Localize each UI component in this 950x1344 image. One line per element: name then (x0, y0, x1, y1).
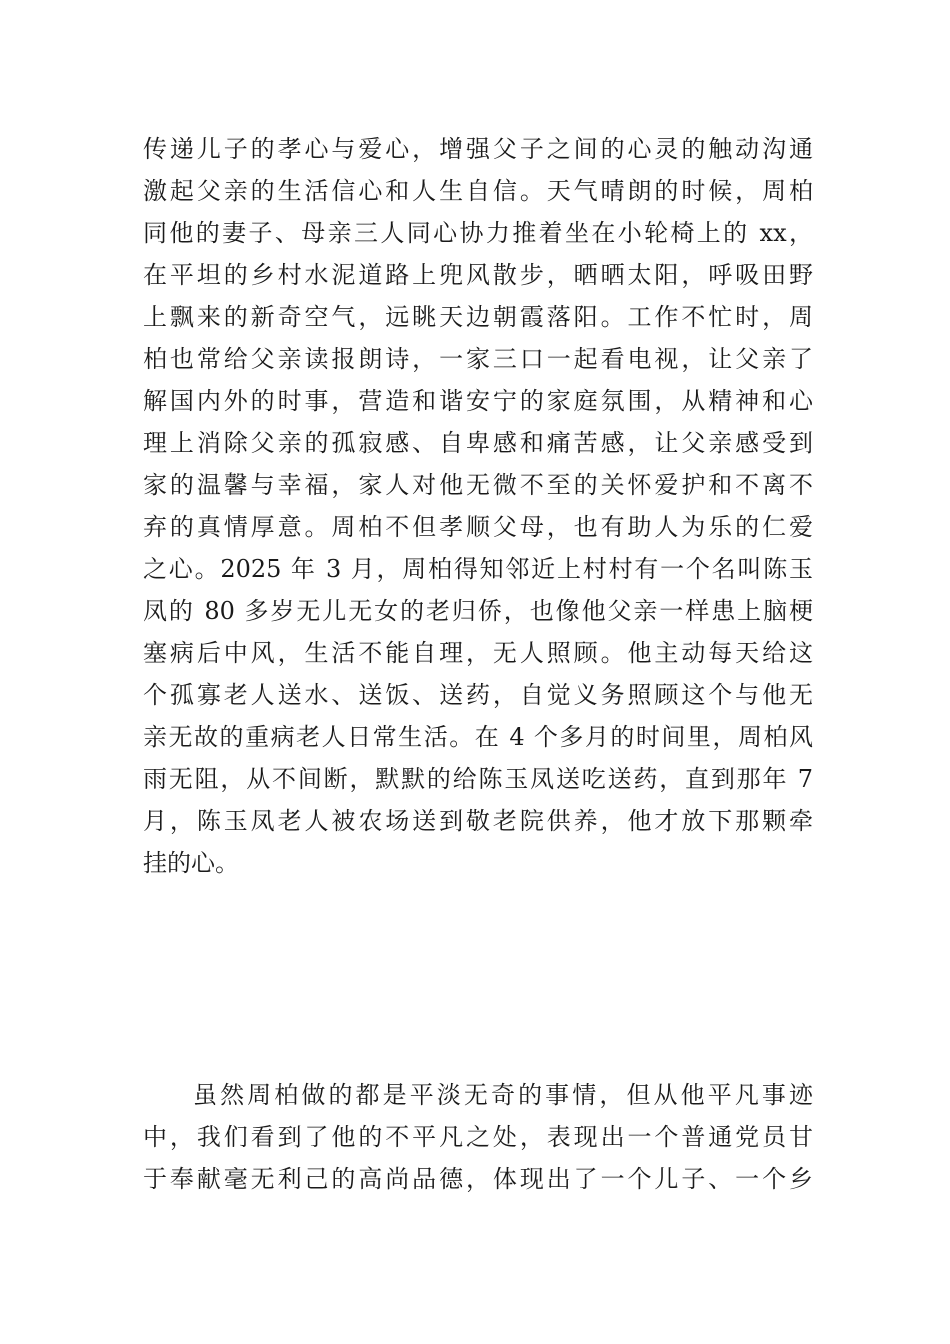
text-line: 解国内外的时事，营造和谐安宁的家庭氛围，从精神和心 (143, 387, 813, 415)
text-line: 理上消除父亲的孤寂感、自卑感和痛苦感，让父亲感受到 (143, 429, 813, 457)
text-line: 月，陈玉凤老人被农场送到敬老院供养，他才放下那颗牵 (143, 807, 813, 835)
text-line: 弃的真情厚意。周柏不但孝顺父母，也有助人为乐的仁爱 (143, 513, 813, 541)
text-line: 挂的心。 (143, 849, 239, 877)
text-line: 于奉献毫无利己的高尚品德，体现出了一个儿子、一个乡 (143, 1165, 813, 1193)
text-line: 之心。2025 年 3 月，周柏得知邻近上村村有一个名叫陈玉 (143, 555, 813, 583)
text-line: 个孤寡老人送水、送饭、送药，自觉义务照顾这个与他无 (143, 681, 813, 709)
text-line: 柏也常给父亲读报朗诗，一家三口一起看电视，让父亲了 (143, 345, 813, 373)
paragraph-1 (143, 128, 813, 884)
text-line: 塞病后中风，生活不能自理，无人照顾。他主动每天给这 (143, 639, 813, 667)
text-line: 中，我们看到了他的不平凡之处，表现出一个普通党员甘 (143, 1123, 813, 1151)
text-line: 亲无故的重病老人日常生活。在 4 个多月的时间里，周柏风 (143, 723, 813, 751)
text-line: 虽然周柏做的都是平淡无奇的事情，但从他平凡事迹 (193, 1081, 813, 1109)
text-line: 同他的妻子、母亲三人同心协力推着坐在小轮椅上的 xx， (143, 219, 813, 247)
text-line: 在平坦的乡村水泥道路上兜风散步，晒晒太阳，呼吸田野 (143, 261, 813, 289)
text-line: 凤的 80 多岁无儿无女的老归侨，也像他父亲一样患上脑梗 (143, 597, 813, 625)
text-line: 传递儿子的孝心与爱心，增强父子之间的心灵的触动沟通 (143, 135, 813, 163)
text-line: 雨无阻，从不间断，默默的给陈玉凤送吃送药，直到那年 7 (143, 765, 813, 793)
text-line: 家的温馨与幸福，家人对他无微不至的关怀爱护和不离不 (143, 471, 813, 499)
text-line: 上飘来的新奇空气，远眺天边朝霞落阳。工作不忙时，周 (143, 303, 813, 331)
text-line: 激起父亲的生活信心和人生自信。天气晴朗的时候，周柏 (143, 177, 813, 205)
paragraph-2 (143, 1074, 813, 1200)
